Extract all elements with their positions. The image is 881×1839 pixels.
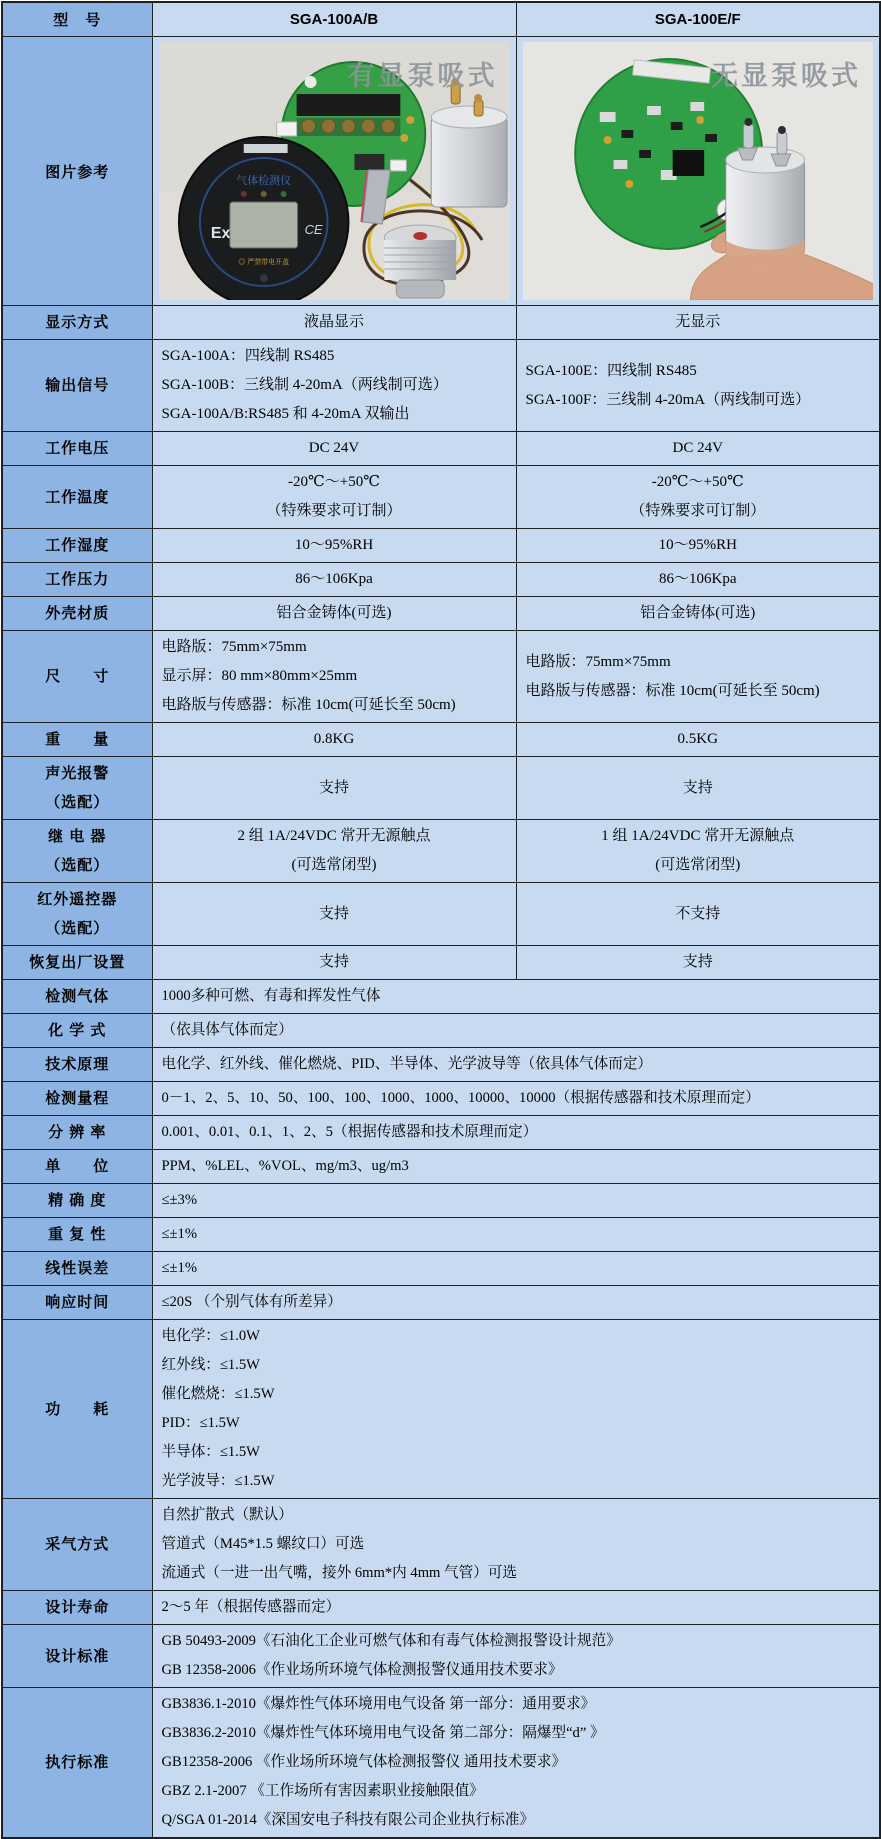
cell-line: 线性误差 [45,1260,110,1277]
spec-row [2,1218,880,1252]
cell-line: 无显示 [675,314,721,330]
spec-cell [152,1184,880,1218]
spec-cell [516,631,880,723]
cell-line: SGA-100B：三线制 4-20mA（两线制可选） [161,377,448,393]
spec-cell [152,980,880,1014]
spec-row-label [2,1082,152,1116]
spec-cell [152,820,516,883]
cell-line: 电化学、红外线、催化燃烧、PID、半导体、光学波导等（依具体气体而定） [161,1056,653,1072]
cell-line: 支持 [682,954,713,970]
spec-cell [152,631,516,723]
cell-line: 10～95%RH [658,537,737,553]
spec-row-label [2,1591,152,1625]
cell-line: 液晶显示 [303,314,364,330]
cell-line: SGA-100A：四线制 RS485 [161,348,335,364]
cell-line: PPM、%LEL、%VOL、mg/m3、ug/m3 [161,1158,409,1174]
spec-row [2,1688,880,1839]
cell-line: ≤20S （个别气体有所差异） [161,1294,342,1310]
spec-cell [152,1625,880,1688]
cell-line: 电化学：≤1.0W [161,1328,260,1344]
svg-text:气体检测仪: 气体检测仪 [235,174,291,188]
spec-row-label [2,1014,152,1048]
spec-cell [516,529,880,563]
spec-row [2,1048,880,1082]
cell-line: 流通式（一进一出气嘴，接外 6mm*内 4mm 气管）可选 [161,1565,518,1581]
cell-line: DC 24V [308,440,360,456]
cell-line: GBZ 2.1-2007 《工作场所有害因素职业接触限值》 [161,1783,484,1799]
spec-row-label [2,563,152,597]
spec-cell [152,1218,880,1252]
spec-row-label [2,1252,152,1286]
spec-row [2,1014,880,1048]
cell-line: GB12358-2006 《作业场所环境气体检测报警仪 通用技术要求》 [161,1754,567,1770]
spec-cell [152,1252,880,1286]
spec-cell [152,1591,880,1625]
spec-cell [152,1116,880,1150]
cell-line: 工作压力 [45,571,110,588]
photo-watermark-left: 有显泵吸式 [347,61,498,91]
cell-line: 声光报警 [45,765,110,782]
cell-line: DC 24V [672,440,723,456]
cell-line: 采气方式 [45,1536,110,1553]
cell-line: Q/SGA 01-2014《深国安电子科技有限公司企业执行标准》 [161,1812,535,1828]
cell-line: 电路版：75mm×75mm [161,639,307,655]
spec-cell [152,466,516,529]
spec-cell [152,1048,880,1082]
spec-cell [152,563,516,597]
cell-line: 恢复出厂设置 [29,954,126,971]
cell-line: （依具体气体而定） [161,1022,293,1038]
spec-cell [152,597,516,631]
cell-line: 光学波导：≤1.5W [161,1473,275,1489]
spec-row [2,1252,880,1286]
cell-line: 设计标准 [45,1647,110,1665]
cell-line: (可选常闭型) [291,857,377,873]
spec-row [2,1499,880,1591]
spec-row-label [2,466,152,529]
cell-line: 电路版：75mm×75mm [525,653,671,670]
spec-row-label [2,529,152,563]
cell-line: 0－1、2、5、10、50、100、100、1000、1000、10000、10000（根据传感器和技术原理而定） [161,1090,760,1106]
cell-line: 10～95%RH [294,537,374,553]
cell-line: （选配） [45,857,110,874]
svg-text:CE: CE [304,221,323,238]
cell-line: SGA-100F：三线制 4-20mA（两线制可选） [525,391,811,408]
spec-cell [516,340,880,432]
cell-line: 半导体：≤1.5W [161,1444,260,1460]
cell-line: 继 电 器 [48,828,107,845]
cell-line: 支持 [318,905,349,922]
spec-row-label [2,1218,152,1252]
cell-line: 设计寿命 [45,1599,110,1616]
cell-line: 2 组 1A/24VDC 常开无源触点 [237,828,431,844]
spec-row-label [2,1499,152,1591]
product-photo-sga100ef [523,42,874,300]
cell-line: 检测气体 [45,988,110,1005]
spec-row [2,631,880,723]
spec-table [1,1,881,1839]
spec-cell [152,1320,880,1499]
cell-line: 0.5KG [677,731,718,747]
svg-text:◎ 严禁带电开盖: ◎ 严禁带电开盖 [237,258,289,267]
cell-line: GB3836.2-2010《爆炸性气体环境用电气设备 第二部分：隔爆型“d” 》 [161,1725,605,1741]
cell-line: 输出信号 [45,377,110,394]
cell-line: 不支持 [675,905,721,922]
spec-row [2,757,880,820]
cell-line: 电路版与传感器：标准 10cm(可延长至 50cm) [161,697,456,713]
cell-line: 管道式（M45*1.5 螺纹口）可选 [161,1536,365,1552]
cell-line: 2～5 年（根据传感器而定） [161,1599,341,1615]
cell-line: 86～106Kpa [659,571,737,587]
spec-row-label [2,820,152,883]
cell-line: （选配） [45,794,110,811]
cell-line: 支持 [682,779,713,796]
spec-cell [516,883,880,946]
cell-line: SGA-100E：四线制 RS485 [525,362,697,379]
spec-row [2,723,880,757]
cell-line: 显示屏：80 mm×80mm×25mm [161,668,358,684]
photo-cell-sga100ef [516,37,880,306]
spec-cell [516,432,880,466]
spec-cell [152,723,516,757]
spec-row [2,466,880,529]
spec-row [2,1286,880,1320]
cell-line: 支持 [318,779,349,796]
cell-line: 精 确 度 [48,1192,107,1209]
spec-row-label [2,306,152,340]
spec-row-label [2,1286,152,1320]
spec-row [2,883,880,946]
cell-line: ≤±1% [161,1260,197,1276]
cell-line: （特殊要求可订制） [630,503,766,519]
cell-line: GB 12358-2006《作业场所环境气体检测报警仪通用技术要求》 [161,1662,563,1678]
spec-cell [516,946,880,980]
cell-line: 分 辨 率 [48,1124,107,1141]
cell-line: 化 学 式 [48,1022,107,1039]
spec-cell [152,340,516,432]
spec-row [2,946,880,980]
svg-text:Ex: Ex [210,224,230,243]
model-header-b: SGA-100E/F [516,2,880,37]
cell-line: 自然扩散式（默认） [161,1507,293,1523]
spec-cell [152,306,516,340]
cell-line: 工作湿度 [45,537,110,554]
spec-row [2,597,880,631]
spec-cell [516,597,880,631]
spec-row [2,529,880,563]
spec-row-label [2,946,152,980]
spec-row-label [2,723,152,757]
spec-cell [516,757,880,820]
model-header-a: SGA-100A/B [152,2,516,37]
model-header-row [2,2,880,37]
spec-cell [152,946,516,980]
photo-row [2,37,880,306]
cell-line: 单 位 [45,1158,110,1175]
spec-row-label [2,1184,152,1218]
spec-row-label [2,980,152,1014]
spec-cell [516,723,880,757]
spec-cell [152,883,516,946]
cell-line: （特殊要求可订制） [266,503,402,519]
spec-row [2,340,880,432]
spec-row-label [2,597,152,631]
spec-cell [152,1499,880,1591]
spec-cell [152,432,516,466]
spec-cell [516,820,880,883]
spec-cell [152,1082,880,1116]
cell-line: 工作温度 [45,488,110,506]
cell-line: 0.001、0.01、0.1、1、2、5（根据传感器和技术原理而定） [161,1124,538,1140]
cell-line: SGA-100A/B:RS485 和 4-20mA 双输出 [161,406,410,422]
spec-row [2,432,880,466]
cell-line: 尺 寸 [45,668,110,685]
spec-row-label [2,1116,152,1150]
cell-line: 催化燃烧：≤1.5W [161,1386,275,1402]
spec-row-label [2,1150,152,1184]
cell-line: GB 50493-2009《石油化工企业可燃气体和有毒气体检测报警设计规范》 [161,1633,621,1649]
cell-line: 功 耗 [45,1400,110,1418]
cell-line: (可选常闭型) [655,857,741,873]
spec-cell [152,757,516,820]
model-header-label: 型 号 [2,2,152,37]
cell-line: -20℃～+50℃ [287,474,380,490]
spec-row [2,1184,880,1218]
cell-line: ≤±1% [161,1226,197,1242]
cell-line: 执行标准 [45,1754,110,1771]
cell-line: 支持 [318,954,349,970]
spec-row-label [2,1048,152,1082]
spec-cell [516,306,880,340]
photo-cell-sga100ab [152,37,516,306]
photo-row-label: 图片参考 [2,37,152,306]
cell-line: （选配） [45,920,110,937]
spec-row [2,1591,880,1625]
spec-cell [152,529,516,563]
spec-row-label [2,1320,152,1499]
spec-row [2,1082,880,1116]
photo-watermark-right: 无显泵吸式 [711,61,861,91]
spec-row [2,820,880,883]
spec-cell [516,466,880,529]
spec-row [2,1150,880,1184]
cell-line: 铝合金铸体(可选) [276,605,392,621]
cell-line: 显示方式 [45,314,110,331]
cell-line: 响应时间 [45,1294,110,1311]
spec-row-label [2,1688,152,1839]
spec-cell [152,1286,880,1320]
spec-row [2,1320,880,1499]
cell-line: 技术原理 [45,1056,110,1073]
spec-cell [152,1014,880,1048]
cell-line: 电路版与传感器：标准 10cm(可延长至 50cm) [525,682,820,699]
cell-line: 1000多种可燃、有毒和挥发性气体 [161,988,381,1004]
spec-row [2,563,880,597]
spec-row-label [2,432,152,466]
cell-line: -20℃～+50℃ [651,474,744,490]
spec-row-label [2,631,152,723]
cell-line: 1 组 1A/24VDC 常开无源触点 [601,828,795,844]
spec-row [2,1625,880,1688]
spec-cell [152,1150,880,1184]
cell-line: 重 量 [45,731,110,748]
spec-row-label [2,340,152,432]
spec-row [2,1116,880,1150]
cell-line: PID：≤1.5W [161,1415,240,1431]
cell-line: 检测量程 [45,1090,110,1107]
spec-row-label [2,1625,152,1688]
cell-line: GB3836.1-2010《爆炸性气体环境用电气设备 第一部分：通用要求》 [161,1696,596,1712]
product-photo-sga100ab [159,42,510,300]
spec-row [2,306,880,340]
spec-cell [152,1688,880,1839]
cell-line: 红外遥控器 [37,891,118,908]
cell-line: 重 复 性 [48,1226,107,1243]
cell-line: 铝合金铸体(可选) [640,605,756,621]
cell-line: 外壳材质 [45,605,110,622]
cell-line: 工作电压 [45,440,110,457]
spec-rows-body [2,306,880,1839]
spec-row-label [2,757,152,820]
cell-line: 86～106Kpa [295,571,373,587]
spec-row-label [2,883,152,946]
cell-line: 0.8KG [313,731,355,747]
cell-line: 红外线：≤1.5W [161,1357,260,1373]
cell-line: ≤±3% [161,1192,197,1208]
spec-cell [516,563,880,597]
spec-row [2,980,880,1014]
